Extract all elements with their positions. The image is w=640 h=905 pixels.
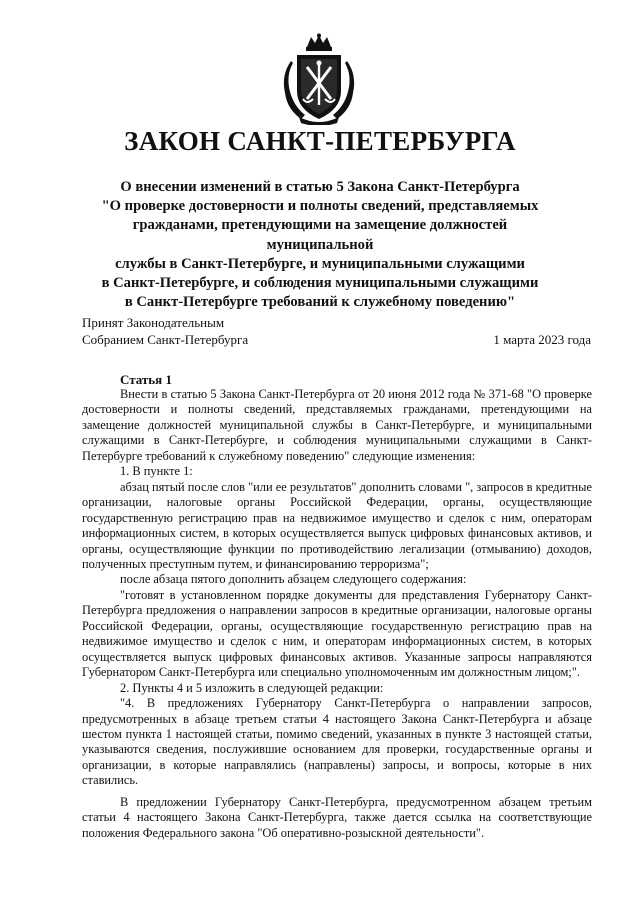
subtitle-line: гражданами, претендующими на замещение должностей муниципальной (132, 217, 508, 253)
subtitle-line: службы в Санкт-Петербурге, и муниципальными служащими (115, 255, 525, 272)
article-heading: Статья 1 (120, 372, 172, 387)
adoption-line: Принят Законодательным (82, 315, 225, 330)
paragraph: В предложении Губернатору Санкт-Петербурга, предусмотренном абзацем третьим статьи 4 настоящего Закона Санкт-Петербурга, также дается ссылка на соответствующие положения Федерального закона "Об оперативно-розыскной деятельности". (82, 794, 592, 840)
subtitle-line: О внесении изменений в статью 5 Закона Санкт-Петербурга (120, 179, 520, 195)
law-title: ЗАКОН САНКТ-ПЕТЕРБУРГА (124, 126, 516, 156)
law-subtitle (82, 178, 558, 312)
subtitle-line: "О проверке достоверности и полноты сведений, представляемых (101, 198, 539, 215)
subtitle-line: в Санкт-Петербурге, и соблюдения муниципальными служащими (101, 275, 539, 292)
paragraph: "4. В предложениях Губернатору Санкт-Петербурга о направлении запросов, предусмотренных в абзаце третьем статьи 4 настоящего Закона Санкт-Петербурга и абзаце шестом пункта 1 настоящей статьи, помимо сведений, указанных в пункте 3 настоящей статьи, указываются сведения, послужившие основанием для проверки, государственные органы и организации, в которые направлялись (направлены) запросы, и вопросы, которые в них ставились. (82, 696, 592, 788)
paragraph: 1. В пункте 1: (120, 464, 193, 479)
paragraph: абзац пятый после слов "или ее результатов" дополнить словами ", запросов в кредитные организации, налоговые органы Российской Федерации, органы, осуществляющие государственную регистрацию прав на недвижимое имущество и сделок с ним, операторам информационных систем, в которых осуществляется выпуск цифровых финансовых активов, и органы, осуществляющие функции по противодействию легализации (отмыванию) доходов, полученных преступным путем, и финансированию терроризма"; (82, 479, 592, 571)
paragraph: 2. Пункты 4 и 5 изложить в следующей редакции: (120, 680, 384, 695)
adoption-body (82, 314, 248, 348)
paragraph: после абзаца пятого дополнить абзацем следующего содержания: (120, 572, 467, 587)
adoption-line: Собранием Санкт-Петербурга (82, 332, 249, 347)
coat-of-arms-emblem (279, 33, 359, 125)
paragraph: "готовят в установленном порядке документы для представления Губернатору Санкт-Петербурга предложения о направлении запросов в кредитные организации, налоговые органы Российской Федерации, органы, осуществляющие государственную регистрацию прав на недвижимое имущество и сделок с ним, и операторам информационных систем, в которых осуществляется выпуск цифровых финансовых активов. Указанные запросы направляются Губернатором Санкт-Петербурга или специально уполномоченным им должностным лицом;". (82, 587, 592, 680)
paragraph: Внести в статью 5 Закона Санкт-Петербурга от 20 июня 2012 года № 371-68 "О проверке достоверности и полноты сведений, представляемых гражданами, претендующими на замещение должностей муниципальной службы в Санкт-Петербурге, и муниципальными служащими в Санкт-Петербурге, и соблюдения муниципальными служащими в Санкт-Петербурге требований к служебному поведению" следующие изменения: (82, 387, 592, 463)
article-body (82, 387, 592, 841)
subtitle-line: в Санкт-Петербурге требований к служебному поведению" (124, 294, 516, 311)
adoption-date: 1 марта 2023 года (493, 332, 591, 347)
